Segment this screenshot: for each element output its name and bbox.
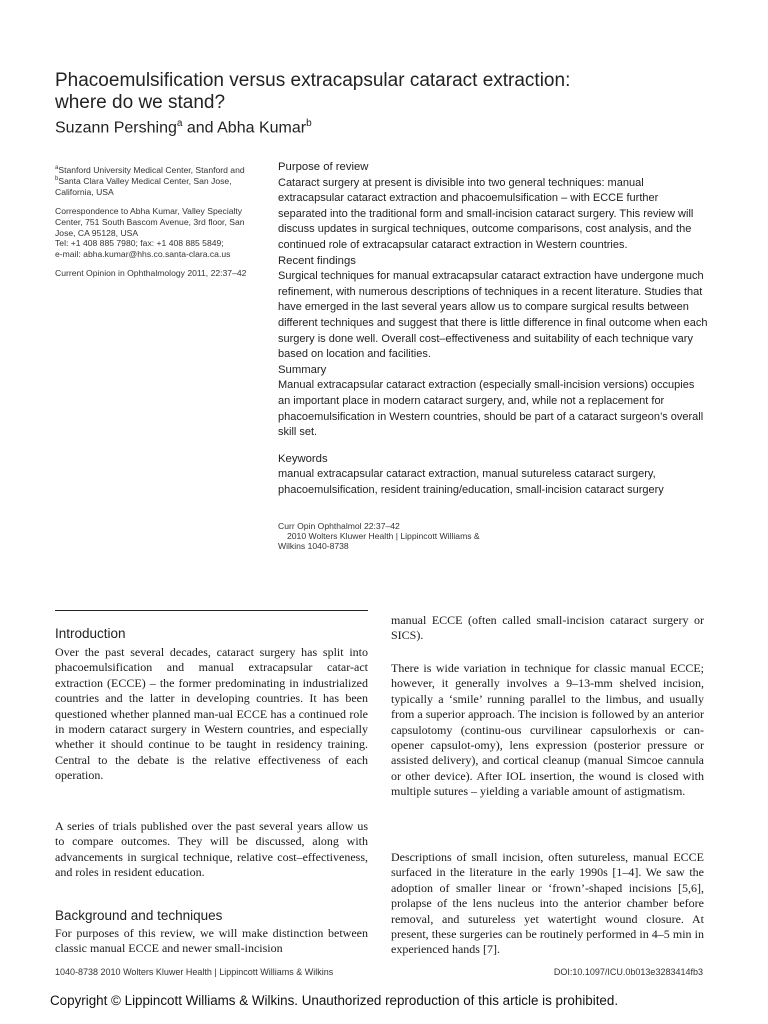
author-join: and	[182, 119, 218, 137]
purpose-heading: Purpose of review	[278, 161, 369, 173]
affiliation-b-mark: b	[55, 176, 59, 182]
footer-doi[interactable]: DOI:10.1097/ICU.0b013e3283414fb3	[553, 967, 703, 977]
keywords-text: manual extracapsular cataract extraction, manual sutureless cataract surgery, phacoemulsification, resident training/education, small-incision cataract surgery	[278, 468, 664, 496]
affiliation-a-mark: a	[55, 165, 59, 171]
right-text-2: There is wide variation in technique for classic manual ECCE; however, it generally involves a 9–13-mm shelved incision, typically a ‘smile’ running parallel to the limbus, and usually from a superior approach. The incision is followed by an anterior capsulotomy (continu-ous curvilinear capsulorhexis or can-opener capsulot-omy), lens expression (posterior pressure or assisted delivery), and cortical cleanup (manual Simcoe cannula or other device). After IOL insertion, the wound is closed with multiple sutures – yielding a variable amount of astigmatism.	[391, 661, 704, 799]
findings-text: Surgical techniques for manual extracapsular cataract extraction have undergone much refinement, with numerous descriptions of techniques in a recent literature. Studies that have emerged in the last several years allow us to compare surgical results between different techniques and suggest that there is little difference in final outcome when each surgery is done well. Overall cost–effectiveness and suitability of each technique vary based on location and facilities.	[278, 270, 708, 361]
citation-line-1: Curr Opin Ophthalmol 22:37–42	[278, 521, 400, 531]
correspondence-phone: Tel: +1 408 885 7980; fax: +1 408 885 5849;	[55, 238, 224, 249]
background-heading: Background and techniques	[55, 908, 223, 923]
summary-text: Manual extracapsular cataract extraction (especially small-incision versions) occupies an important place in modern cataract surgery, and, while not a replacement for phacoemulsification in Western countries, should be part of a cataract surgeon’s overall skill set.	[278, 379, 704, 439]
citation-block	[278, 521, 518, 552]
copyright-notice: Copyright © Lippincott Williams & Wilkins. Unauthorized reproduction of this article is prohibited.	[50, 993, 619, 1008]
journal-reference: Current Opinion in Ophthalmology 2011, 22:37–42	[55, 268, 247, 278]
footer-issn: 1040-8738 2010 Wolters Kluwer Health | Lippincott Williams & Wilkins	[55, 967, 334, 977]
title-line-1: Phacoemulsification versus extracapsular cataract extraction:	[55, 70, 571, 91]
background-paragraph-1	[55, 926, 368, 957]
author-2: Abha Kumar	[217, 119, 307, 137]
correspondence-email[interactable]: e-mail: abha.kumar@hhs.co.santa-clara.ca.us	[55, 249, 231, 260]
introduction-paragraph-2	[55, 819, 368, 881]
title-line-2: where do we stand?	[55, 92, 226, 113]
purpose-text: Cataract surgery at present is divisible into two general techniques: manual extracapsular cataract extraction and phacoemulsification – with ECCE further separated into the traditional form and small-incision cataract surgery. This review will discuss updates in surgical techniques, outcome comparisons, cost analysis, and the continued role of extracapsular cataract extraction in Western countries.	[278, 176, 694, 251]
article-title	[55, 70, 735, 114]
citation-line-3: Wilkins 1040-8738	[278, 541, 349, 552]
author-1-affiliation-mark: a	[176, 118, 183, 129]
abstract	[278, 160, 708, 498]
introduction-text-2: A series of trials published over the past several years allow us to compare outcomes. They will be discussed, along with advancements in surgical technique, relative cost–effectiveness, and roles in resident education.	[55, 819, 368, 880]
author-2-affiliation-mark: b	[306, 118, 312, 129]
introduction-heading: Introduction	[55, 626, 126, 641]
right-paragraph-3	[391, 850, 704, 958]
summary-heading: Summary	[278, 363, 327, 376]
affiliation-b-text: Santa Clara Valley Medical Center, San Jose, California, USA	[55, 175, 232, 197]
affiliation-b	[55, 174, 255, 197]
affiliation-a-text: Stanford University Medical Center, Stanford and	[58, 164, 245, 175]
author-line	[55, 118, 312, 137]
correspondence-address: Correspondence to Abha Kumar, Valley Specialty Center, 751 South Bascom Avenue, 3rd floor, San Jose, CA 95128, USA	[55, 206, 245, 238]
introduction-text-1: Over the past several decades, cataract surgery has split into phacoemulsification and manual extracapsular catar-act extraction (ECCE) – the former predominating in industrialized countries and the latter in developing countries. It has been questioned whether planned man-ual ECCE has a continued role in modern cataract surgery in Western countries, and especially whether it should continue to be taught in residency training. Central to the debate is the relative effectiveness of each operation.	[55, 645, 368, 783]
author-1: Suzann Pershing	[55, 119, 177, 137]
right-text-3: Descriptions of small incision, often sutureless, manual ECCE surfaced in the literature in the early 1990s [1–4]. We saw the adoption of smaller linear or ‘frown’-shaped incisions [5,6], prolapse of the lens nucleus into the anterior chamber before removal, and sutureless yet watertight wound closure. At present, these surgeries can be routinely performed in 4–5 min in experienced hands [7].	[391, 850, 704, 957]
right-paragraph-2	[391, 661, 704, 800]
background-text-1: For purposes of this review, we will make distinction between classic manual ECCE and newer small-incision	[55, 926, 368, 956]
section-divider	[55, 610, 368, 611]
correspondence	[55, 206, 255, 260]
introduction-paragraph-1	[55, 645, 368, 784]
findings-heading: Recent findings	[278, 254, 356, 267]
right-paragraph-1	[391, 613, 704, 644]
keywords-heading: Keywords	[278, 452, 328, 465]
right-text-1: manual ECCE (often called small-incision cataract surgery or SICS).	[391, 613, 704, 643]
citation-line-2: 2010 Wolters Kluwer Health | Lippincott Williams &	[287, 531, 480, 542]
page-footer	[55, 967, 703, 977]
